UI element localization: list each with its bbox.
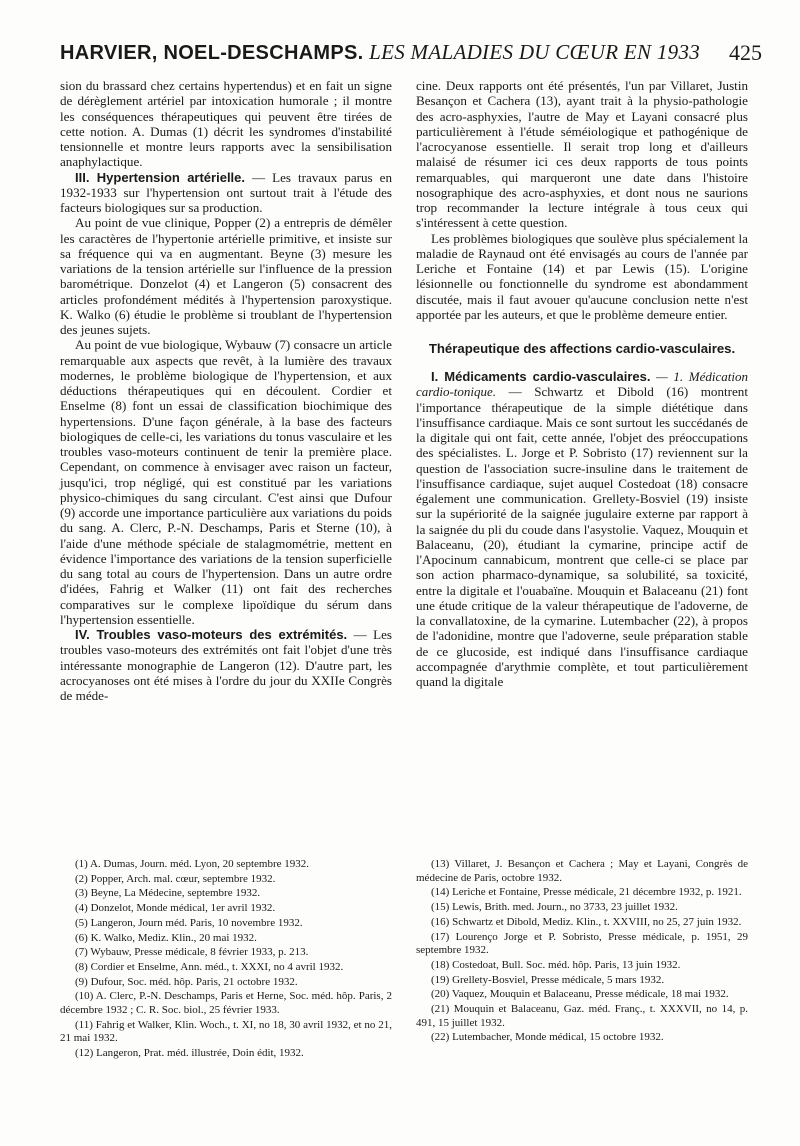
footnote: (13) Villaret, J. Besançon et Cachera ; May et Layani, Congrès de médecine de Paris, octobre 1932.	[416, 858, 748, 884]
footnotes-right	[416, 858, 748, 1046]
footnote: (2) Popper, Arch. mal. cœur, septembre 1932.	[75, 872, 276, 885]
footnote: (4) Donzelot, Monde médical, 1er avril 1932.	[75, 902, 276, 915]
subsection-heading-cardiotonic: — 1. Médication cardio-tonique.	[416, 369, 748, 400]
footnote: (10) A. Clerc, P.-N. Deschamps, Paris et Herne, Soc. méd. hôp. Paris, 2 décembre 1932 ; C. R. Soc. biol., 25 février 1933.	[60, 990, 392, 1017]
paragraph-biological-view: Au point de vue biologique, Wybauw (7) consacre un article remarquable aux aspects que revêt, à la lumière des travaux modernes, le problème biologique de l'hypertension, et aux déductions thérapeutiques qui en découlent. Cordier et Enselme (8) font un essai de classification biochimique des hypertensions. D'une façon générale, à la base des facteurs biologiques de celle-ci, les variations du tonus vasculaire et les troubles vaso-moteurs continuent de tenir la première place. Cependant, on commence à envisager avec raison un facteur, jusqu'ici, trop négligé, qui est constitué par les variations physico-chimiques du sang circulant. C'est ainsi que Dufour (9) accorde une importance particulière aux variations du poids du sang. A. Clerc, P.-N. Deschamps, Paris et Sterne (10), à l'aide d'une méthode spéciale de stalagmométrie, mettent en évidence l'importance des variations de la tension superficielle du sang total au cours de l'hypertension. Dans un autre ordre d'idées, Fahrig et Walker (11) ont fait des recherches comparatives sur le complexe lipoïdique du sérum dans l'hypertension essentielle.	[60, 337, 392, 627]
section-text-cardiovascular-drugs: — Schwartz et Dibold (16) montrent l'importance thérapeutique de la simple diététique dans l'insuffisance cardiaque. Mais ce sont surtout les succédanés de la digitale qui ont fait, cette année, l'objet des préoccupations des spécialistes. L. Jorge et P. Sobristo (17) reviennent sur la question de l'association sucre-insuline dans le traitement de l'insuffisance cardiaque, sujet auquel Costedoat (18) consacre également une communication. Grellety-Bosviel (19) insiste sur la supériorité de la saignée jugulaire externe par rapport à la saignée du pli du coude dans l'asystolie. Vaquez, Mouquin et Balaceanu, (20), étudiant la cymarine, principe actif de l'Apocinum cannabicum, montrent que celle-ci se place par son action pharmaco-dynamique, sa solubilité, sa toxicité, entre la digitale et l'ouabaïne. Mouquin et Balaceanu (21) font une étude critique de la valeur thérapeutique de l'adoverne, de la convallatoxine, de la cymarine. Lutembacher (22), à propos de l'adonidine, montre que l'adoverne, seule préparation stable de ce glucoside, est indiqué dans l'insuffisance cardiaque accompagnée d'arythmie complète, et tout particulièrement quand la digitale	[416, 384, 748, 689]
footnote: (7) Wybauw, Presse médicale, 8 février 1933, p. 213.	[75, 946, 309, 959]
paragraph-acrocyanosis-reports: cine. Deux rapports ont été présentés, l'un par Villaret, Justin Besançon et Cachera (13), ayant trait à la physio-pathologie des acro-asphyxies, l'autre de May et Layani consacré plus particulièrement à l'étude séméiologique et pathogénique de l'acrocyanose essentielle. Il serait trop long et d'ailleurs malaisé de résumer ici ces deux rapports de tous points remarquables, qui marqueront une date dans l'histoire nosographique des acro-asphyxies, et dont nous ne saurions trop recommander la lecture intégrale à tous ceux qui s'intéressent à cette question.	[416, 78, 748, 231]
footnote: (12) Langeron, Prat. méd. illustrée, Doin édit, 1932.	[75, 1047, 304, 1060]
paragraph-tension-instability: sion du brassard chez certains hypertendus) et en fait un signe de dérèglement artériel par intoxication humorale ; il montre les conséquences thérapeutiques qui peuvent être tirées de cette notion. A. Dumas (1) décrit les syndromes d'instabilité tensionnelle et montre leurs rapports avec la sensibilisation anaphylactique.	[60, 78, 392, 170]
page-number: 425	[729, 40, 762, 65]
section-title-therapeutics: Thérapeutique des affections cardio-vasculaires.	[428, 341, 736, 356]
footnote: (6) K. Walko, Mediz. Klin., 20 mai 1932.	[75, 931, 257, 944]
footnote: (20) Vaquez, Mouquin et Balaceanu, Presse médicale, 18 mai 1932.	[431, 988, 729, 1001]
section-text-vasomotor: — Les troubles vaso-moteurs des extrémités ont fait l'objet d'une très intéressante monographie de Langeron (12). D'autre part, les acrocyanoses ont été mises à l'ordre du jour du XXIIe Congrès de méde-	[60, 627, 392, 703]
section-heading-vasomotor: IV. Troubles vaso-moteurs des extrémités.	[75, 627, 348, 642]
section-heading-hypertension: III. Hypertension artérielle.	[75, 169, 246, 185]
footnote: (11) Fahrig et Walker, Klin. Woch., t. XI, no 18, 30 avril 1932, et no 21, 21 mai 1932.	[60, 1018, 392, 1045]
footnote: (3) Beyne, La Médecine, septembre 1932.	[75, 887, 261, 900]
header-title-line	[60, 40, 700, 65]
section-vasomotor	[60, 627, 392, 703]
footnote: (18) Costedoat, Bull. Soc. méd. hôp. Paris, 13 juin 1932.	[431, 958, 681, 971]
section-text-hypertension: — Les travaux parus en 1932-1933 sur l'hypertension ont surtout trait à l'étude des facteurs biologiques sur sa production.	[60, 169, 392, 215]
footnote: (14) Leriche et Fontaine, Presse médicale, 21 décembre 1932, p. 1921.	[431, 886, 742, 899]
section-cardiovascular-drugs	[416, 369, 748, 689]
right-column	[416, 78, 748, 689]
footnote: (22) Lutembacher, Monde médical, 15 octobre 1932.	[431, 1031, 664, 1044]
footnote: (5) Langeron, Journ méd. Paris, 10 novembre 1932.	[75, 916, 303, 929]
footnotes-left	[60, 858, 392, 1062]
footnote: (1) A. Dumas, Journ. méd. Lyon, 20 septembre 1932.	[75, 858, 310, 870]
paragraph-raynaud: Les problèmes biologiques que soulève plus spécialement la maladie de Raynaud ont été envisagés au cours de l'année par Leriche et Fontaine (14) et par Lewis (15). L'origine lésionnelle ou fonctionnelle du syndrome est abondamment discutée, mais il faut avouer qu'aucune conclusion nette n'est apportée par les auteurs, et que le problème demeure entier.	[416, 230, 748, 322]
header-authors: HARVIER, NOEL-DESCHAMPS.	[60, 42, 364, 64]
section-hypertension	[60, 170, 392, 216]
footnote: (9) Dufour, Soc. méd. hôp. Paris, 21 octobre 1932.	[75, 975, 298, 988]
footnote: (8) Cordier et Enselme, Ann. méd., t. XXXI, no 4 avril 1932.	[75, 960, 344, 973]
footnote: (17) Lourenço Jorge et P. Sobristo, Presse médicale, p. 1951, 29 septembre 1932.	[416, 930, 748, 957]
header-title: LES MALADIES DU CŒUR EN 1933	[369, 40, 701, 64]
section-heading-cardiovascular-drugs: I. Médicaments cardio-vasculaires.	[431, 369, 651, 384]
paragraph-clinical-view: Au point de vue clinique, Popper (2) a entrepris de démêler les caractères de l'hypertonie artérielle primitive, et insiste sur sa fréquence qui va en augmentant. Beyne (3) mesure les variations de la tension artérielle sur l'influence de la pression barométrique. Donzelot (4) et Langeron (5) consacrent des articles profondément médités à l'hypertension paroxystique. K. Walko (6) étudie le problème si troublant de l'hypertension des jeunes sujets.	[60, 215, 392, 337]
footnote: (19) Grellety-Bosviel, Presse médicale, 5 mars 1932.	[431, 973, 665, 986]
running-header	[60, 40, 762, 74]
footnote: (21) Mouquin et Balaceanu, Gaz. méd. Franç., t. XXXVII, no 14, p. 491, 15 juillet 1932.	[416, 1003, 748, 1029]
left-column	[60, 78, 392, 703]
footnote: (15) Lewis, Brith. med. Journ., no 3733, 23 juillet 1932.	[431, 901, 678, 914]
footnote: (16) Schwartz et Dibold, Mediz. Klin., t. XXVIII, no 25, 27 juin 1932.	[431, 915, 742, 928]
